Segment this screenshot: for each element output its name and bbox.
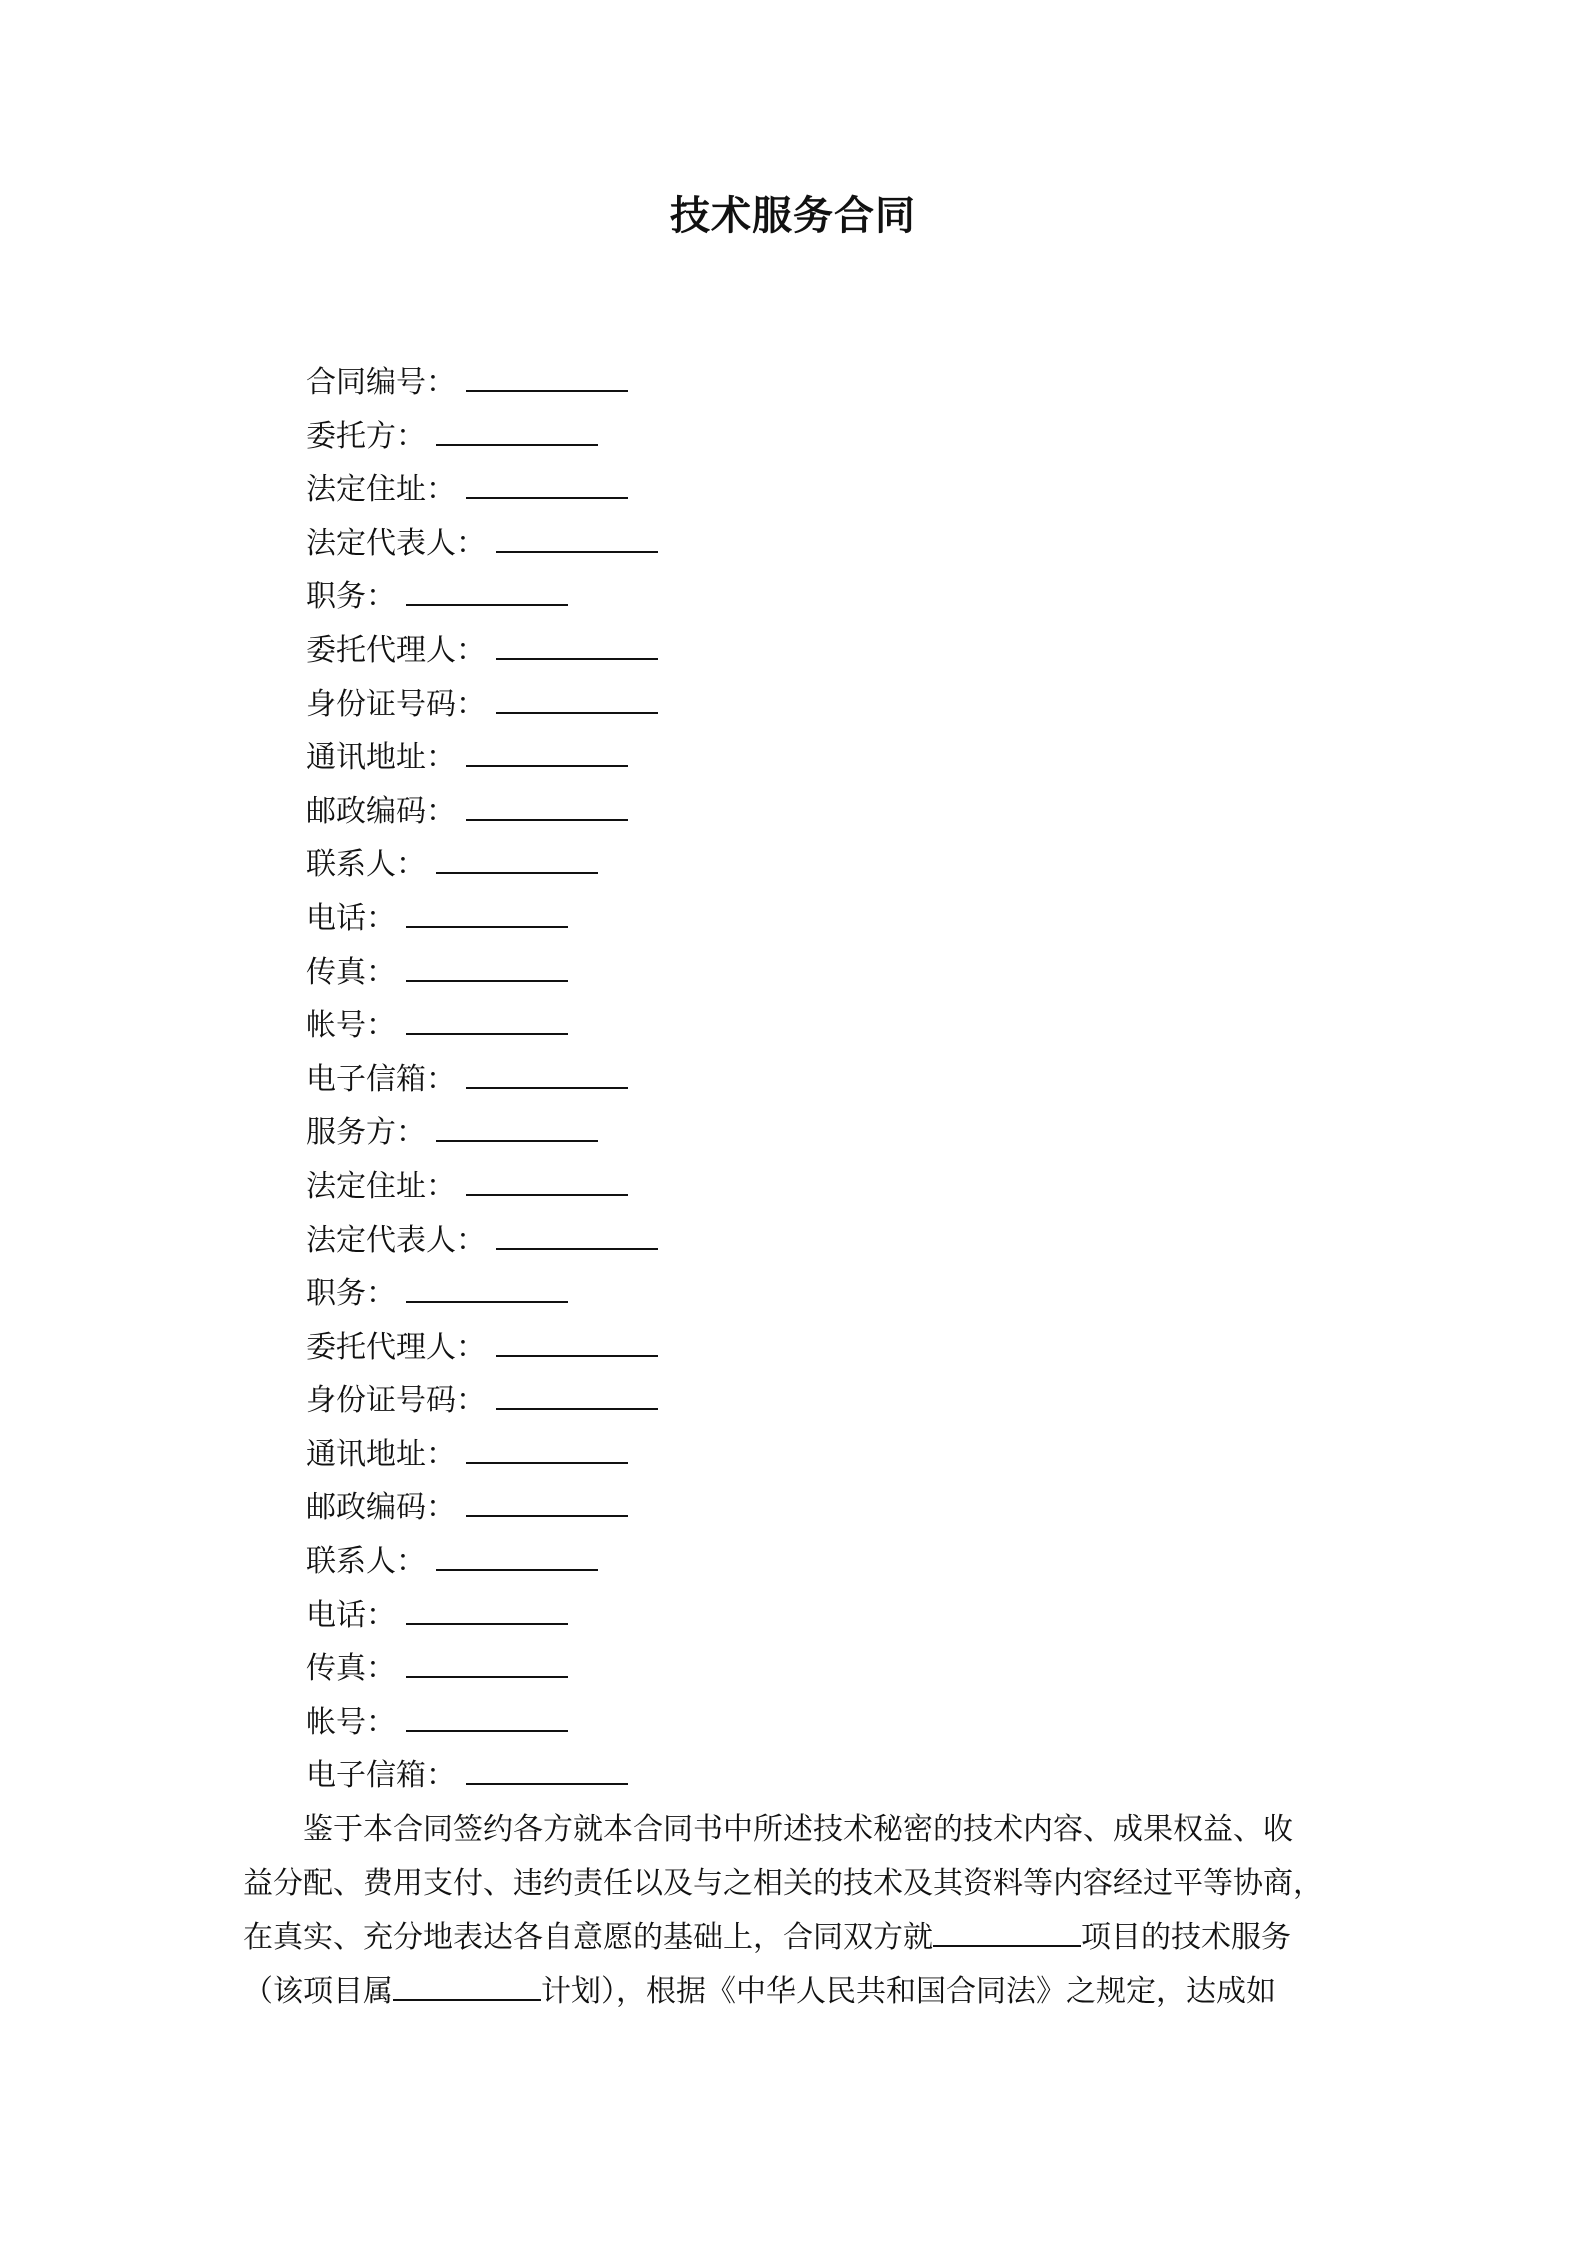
preamble-text: （该项目属 <box>243 1974 393 2009</box>
fill-in-blank[interactable] <box>406 574 568 606</box>
field-label: 传真 <box>306 1651 366 1687</box>
plan-name-blank[interactable] <box>393 1969 541 2001</box>
preamble-line <box>243 1911 1353 1965</box>
field-colon: ： <box>366 1597 396 1633</box>
form-field-row <box>306 1749 1306 1803</box>
form-field-row <box>306 1374 1306 1428</box>
form-field-row <box>306 463 1306 517</box>
field-label: 法定代表人 <box>306 1222 456 1258</box>
field-label: 合同编号 <box>306 365 426 400</box>
field-label: 联系人 <box>306 1544 396 1580</box>
field-label: 帐号 <box>306 1704 366 1740</box>
form-field-row <box>306 1428 1306 1482</box>
fill-in-blank[interactable] <box>436 414 598 446</box>
form-field-row <box>306 1214 1306 1268</box>
fill-in-blank[interactable] <box>406 950 568 982</box>
preamble-line <box>243 1965 1353 2019</box>
preamble-text: 在真实、充分地表达各自意愿的基础上，合同双方就 <box>243 1920 933 1955</box>
field-colon: ： <box>366 1008 396 1044</box>
fill-in-blank[interactable] <box>406 1003 568 1035</box>
form-field-row <box>306 1481 1306 1535</box>
page-title: 技术服务合同 <box>670 193 916 239</box>
field-label: 联系人 <box>306 847 396 883</box>
field-colon: ： <box>426 793 456 829</box>
field-label: 委托代理人 <box>306 632 456 668</box>
preamble-text: 项目的技术服务 <box>1081 1920 1291 1955</box>
form-field-row <box>306 1696 1306 1750</box>
field-colon: ： <box>396 1115 426 1151</box>
field-colon: ： <box>366 1651 396 1687</box>
field-label: 传真 <box>306 954 366 990</box>
fill-in-blank[interactable] <box>496 682 658 714</box>
form-field-row <box>306 1053 1306 1107</box>
field-label: 职务 <box>306 579 366 615</box>
preamble-line: 益分配、费用支付、违约责任以及与之相关的技术及其资料等内容经过平等协商， <box>243 1866 1323 1901</box>
field-label: 电子信箱 <box>306 1061 426 1097</box>
preamble-text: 计划），根据《中华人民共和国合同法》之规定，达成如 <box>541 1974 1276 2009</box>
form-field-row <box>306 624 1306 678</box>
field-colon: ： <box>366 579 396 615</box>
field-label: 电话 <box>306 900 366 936</box>
form-field-row <box>306 999 1306 1053</box>
field-colon: ： <box>396 418 426 454</box>
form-field-row <box>306 1321 1306 1375</box>
field-colon: ： <box>426 1168 456 1204</box>
field-label: 邮政编码 <box>306 793 426 829</box>
form-field-row <box>306 1642 1306 1696</box>
field-label: 职务 <box>306 1276 366 1312</box>
fill-in-blank[interactable] <box>466 1164 628 1196</box>
field-colon: ： <box>366 1704 396 1740</box>
form-field-row <box>306 570 1306 624</box>
fill-in-blank[interactable] <box>436 1110 598 1142</box>
form-field-row <box>306 892 1306 946</box>
field-colon: ： <box>426 365 456 400</box>
field-colon: ： <box>456 686 486 722</box>
field-colon: ： <box>456 525 486 561</box>
field-colon: ： <box>426 1758 456 1794</box>
field-colon: ： <box>456 1329 486 1365</box>
form-field-row <box>306 946 1306 1000</box>
form-field-row <box>306 678 1306 732</box>
field-label: 委托代理人 <box>306 1329 456 1365</box>
party-info-fields <box>306 356 1306 1803</box>
field-colon: ： <box>456 1222 486 1258</box>
field-label: 电话 <box>306 1597 366 1633</box>
field-label: 身份证号码 <box>306 1383 456 1419</box>
fill-in-blank[interactable] <box>466 467 628 499</box>
project-name-blank[interactable] <box>933 1915 1081 1947</box>
field-label: 通讯地址 <box>306 740 426 776</box>
fill-in-blank[interactable] <box>466 1432 628 1464</box>
field-colon: ： <box>456 1383 486 1419</box>
fill-in-blank[interactable] <box>496 1325 658 1357</box>
field-colon: ： <box>426 472 456 508</box>
fill-in-blank[interactable] <box>406 1593 568 1625</box>
fill-in-blank[interactable] <box>466 1485 628 1517</box>
field-colon: ： <box>366 1276 396 1312</box>
form-field-row <box>306 1535 1306 1589</box>
field-colon: ： <box>366 954 396 990</box>
form-field-row <box>306 1589 1306 1643</box>
field-colon: ： <box>426 1061 456 1097</box>
form-field-row <box>306 1160 1306 1214</box>
form-field-row <box>306 410 1306 464</box>
field-label: 帐号 <box>306 1008 366 1044</box>
fill-in-blank[interactable] <box>436 1539 598 1571</box>
form-field-row <box>306 785 1306 839</box>
fill-in-blank[interactable] <box>406 896 568 928</box>
fill-in-blank[interactable] <box>496 1218 658 1250</box>
fill-in-blank[interactable] <box>466 1753 628 1785</box>
fill-in-blank[interactable] <box>406 1700 568 1732</box>
field-colon: ： <box>426 1490 456 1526</box>
field-label: 邮政编码 <box>306 1490 426 1526</box>
form-field-row <box>306 731 1306 785</box>
form-field-row <box>306 356 1306 410</box>
preamble-line: 鉴于本合同签约各方就本合同书中所述技术秘密的技术内容、成果权益、收 <box>243 1812 1293 1847</box>
form-field-row <box>306 1267 1306 1321</box>
fill-in-blank[interactable] <box>466 735 628 767</box>
field-colon: ： <box>426 1436 456 1472</box>
fill-in-blank[interactable] <box>496 628 658 660</box>
field-colon: ： <box>426 740 456 776</box>
fill-in-blank[interactable] <box>496 1378 658 1410</box>
field-label: 通讯地址 <box>306 1436 426 1472</box>
field-label: 服务方 <box>306 1115 396 1151</box>
form-field-row <box>306 1106 1306 1160</box>
fill-in-blank[interactable] <box>496 521 658 553</box>
fill-in-blank[interactable] <box>466 1057 628 1089</box>
field-label: 电子信箱 <box>306 1758 426 1794</box>
field-label: 法定住址 <box>306 472 426 508</box>
fill-in-blank[interactable] <box>406 1271 568 1303</box>
fill-in-blank[interactable] <box>436 842 598 874</box>
fill-in-blank[interactable] <box>466 360 628 392</box>
field-label: 法定住址 <box>306 1168 426 1204</box>
field-label: 委托方 <box>306 418 396 454</box>
fill-in-blank[interactable] <box>466 789 628 821</box>
field-colon: ： <box>396 847 426 883</box>
field-colon: ： <box>366 900 396 936</box>
fill-in-blank[interactable] <box>406 1646 568 1678</box>
form-field-row <box>306 838 1306 892</box>
preamble-paragraph <box>243 1803 1353 2019</box>
field-label: 法定代表人 <box>306 525 456 561</box>
field-label: 身份证号码 <box>306 686 456 722</box>
field-colon: ： <box>456 632 486 668</box>
form-field-row <box>306 517 1306 571</box>
field-colon: ： <box>396 1544 426 1580</box>
